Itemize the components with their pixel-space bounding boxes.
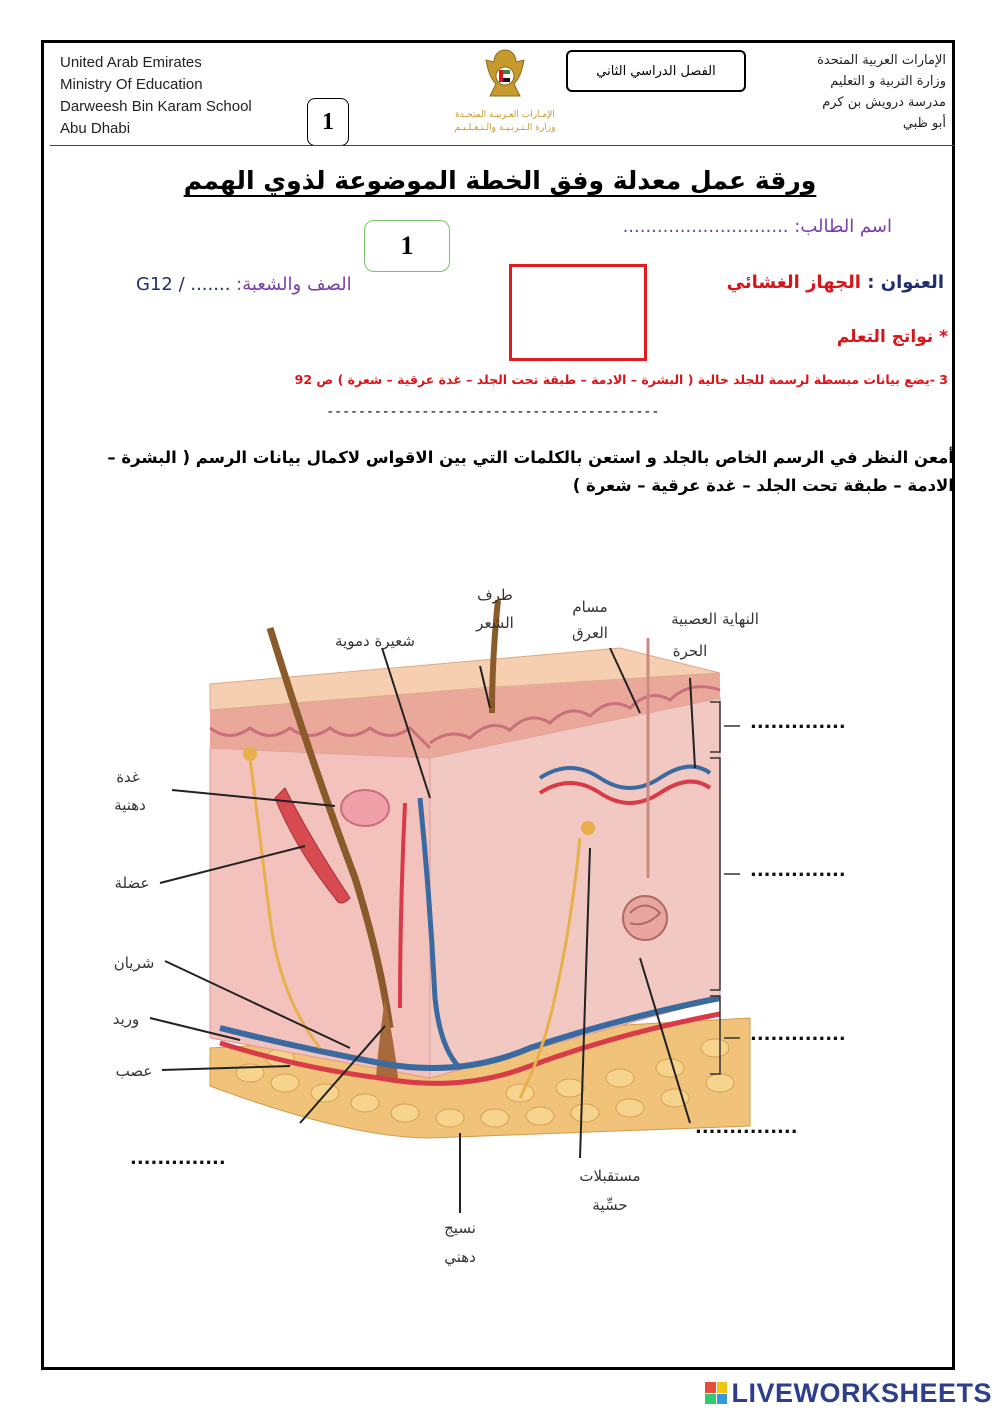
label-free-nerve-ending: النهاية العصبية <box>671 610 759 628</box>
ar-header-city: أبو ظبي <box>902 116 946 131</box>
blank-subcutaneous[interactable]: .............. <box>750 1024 846 1045</box>
sebaceous-gland <box>341 790 389 826</box>
learning-outcome-text: 3 -يضع بيانات مبسطة لرسمة للجلد خالية ( البشرة – الادمة – طبقة تحت الجلد – غدة عرقية – شعرة ) ص 92 <box>294 372 948 387</box>
label-sebaceous-gland-2: دهنية <box>114 796 146 814</box>
label-receptors-2: حسِّية <box>592 1196 628 1214</box>
topic-value: الجهاز الغشائي <box>726 272 861 293</box>
blank-dermis[interactable]: .............. <box>750 860 846 881</box>
label-hair-tip: طرف <box>477 586 513 604</box>
label-muscle: عضلة <box>114 874 150 892</box>
topic-label: العنوان : <box>867 272 944 293</box>
score-box: 1 <box>364 220 450 272</box>
answer-box[interactable] <box>509 264 647 361</box>
label-sweat-pore: مسام <box>572 598 608 616</box>
header-line-city: Abu Dhabi <box>60 120 131 137</box>
instruction-line-2: الادمة – طبقة تحت الجلد – غدة عرقية – شعرة ) <box>572 476 954 495</box>
number-box: 1 <box>307 98 349 146</box>
sweat-gland <box>623 896 667 940</box>
watermark-text: LIVEWORKSHEETS <box>731 1377 992 1408</box>
label-sweat-pore-2: العرق <box>572 624 608 642</box>
class-section-field[interactable] <box>136 274 352 295</box>
english-header <box>60 52 252 140</box>
emblem-text-1: الإمـارات العـربيـة المتحـدة <box>455 110 555 120</box>
topic-line <box>727 272 944 293</box>
label-fat-tissue: نسيج <box>444 1219 476 1237</box>
page-title: ورقة عمل معدلة وفق الخطة الموضوعة لذوي الهمم <box>183 166 817 195</box>
ar-header-ministry: وزارة التربية و التعليم <box>830 74 946 89</box>
receptor-2 <box>243 747 257 761</box>
label-hair-tip-2: الشعر <box>476 614 514 632</box>
blank-sweat-gland[interactable]: ............... <box>695 1117 798 1138</box>
liveworksheets-watermark <box>705 1377 992 1409</box>
label-artery: شريان <box>113 954 155 972</box>
header-divider <box>50 145 955 146</box>
arabic-header <box>817 50 946 134</box>
label-capillary: شعيرة دموية <box>335 632 415 650</box>
learning-outcomes-label: * نواتج التعلم <box>836 327 948 347</box>
student-name-field[interactable] <box>623 216 892 237</box>
blank-hair[interactable]: .............. <box>130 1148 226 1169</box>
ar-header-country: الإمارات العربية المتحدة <box>817 53 946 68</box>
skin-diagram <box>100 578 920 1308</box>
header-line-ministry: Ministry Of Education <box>60 76 203 93</box>
student-name-label: اسم الطالب: <box>794 216 892 237</box>
header-line-school: Darweesh Bin Karam School <box>60 98 252 115</box>
label-sebaceous-gland: غدة <box>116 768 140 786</box>
ar-header-school: مدرسة درويش بن كرم <box>822 95 946 110</box>
label-vein: وريد <box>112 1010 140 1028</box>
liveworksheets-logo-icon <box>705 1382 727 1404</box>
label-receptors: مستقبلات <box>579 1167 641 1185</box>
class-section-value[interactable]: ....... / G12 <box>136 274 231 295</box>
separator-line: ------------------------------------------ <box>326 404 660 420</box>
class-section-label: الصف والشعبة: <box>236 274 352 295</box>
instruction-line-1: أمعن النظر في الرسم الخاص بالجلد و استعن بالكلمات التي بين الاقواس لاكمال بيانات الرسم ( البشرة – <box>107 448 954 467</box>
receptor-1 <box>581 821 595 835</box>
semester-box: الفصل الدراسي الثاني <box>566 50 746 92</box>
emblem-text-2: وزارة الـتـربـيـة والـتـعـلـيـم <box>454 123 556 133</box>
label-free-nerve-ending-2: الحرة <box>672 642 708 660</box>
instructions <box>52 444 954 500</box>
header-line-country: United Arab Emirates <box>60 54 202 71</box>
label-nerve: عصب <box>115 1062 153 1080</box>
label-fat-tissue-2: دهني <box>444 1248 476 1266</box>
student-name-blank[interactable]: ............................. <box>622 216 789 237</box>
uae-emblem-icon <box>430 44 580 136</box>
blank-epidermis[interactable]: .............. <box>750 712 846 733</box>
